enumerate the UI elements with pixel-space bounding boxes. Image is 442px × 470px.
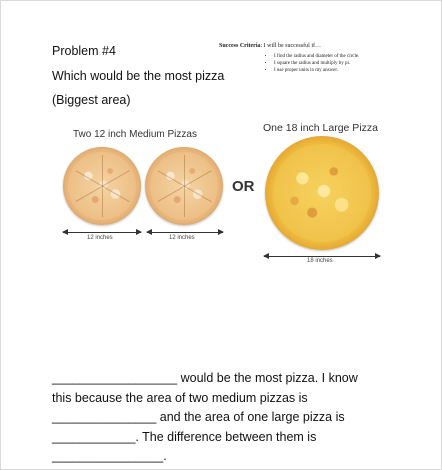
medium-pizza-image-1 (63, 147, 141, 225)
answer-line-1: __________________ would be the most pizza. I know (52, 371, 358, 385)
large-pizza-image (265, 136, 379, 250)
problem-subtitle: (Biggest area) (52, 93, 131, 107)
criteria-item: • I square the radius and multiply by pi. (274, 60, 434, 67)
medium-pizza-image-2 (145, 147, 223, 225)
problem-number: Problem #4 (52, 44, 116, 58)
success-criteria (219, 43, 434, 74)
answer-paragraph (52, 369, 392, 467)
answer-line-4: ____________. The difference between them is (52, 429, 317, 444)
large-dimension-arrow (264, 256, 380, 257)
criteria-item: • I use proper units in my answer. (274, 67, 434, 74)
large-dimension-label: 18 inches (307, 258, 333, 264)
criteria-title-bold: Success Criteria (219, 43, 261, 49)
criteria-title-rest: : I will be successful if… (260, 43, 321, 49)
medium-dimension-arrow-2 (147, 232, 223, 233)
answer-line-2: this because the area of two medium pizzas is (52, 390, 308, 405)
medium-dimension-arrow-1 (63, 232, 141, 233)
answer-line-3: _______________ and the area of one large pizza is (52, 410, 345, 424)
or-label: OR (232, 178, 255, 195)
criteria-list (219, 53, 434, 74)
medium-dimension-label-1: 12 inches (87, 235, 113, 241)
large-pizza-label: One 18 inch Large Pizza (263, 122, 378, 134)
criteria-title (219, 43, 434, 49)
medium-pizzas-label: Two 12 inch Medium Pizzas (73, 129, 197, 140)
answer-line-5: ________________. (52, 449, 167, 463)
criteria-item: • I find the radius and diameter of the circle. (274, 53, 434, 60)
medium-dimension-label-2: 12 inches (169, 235, 195, 241)
problem-question: Which would be the most pizza (52, 69, 225, 83)
